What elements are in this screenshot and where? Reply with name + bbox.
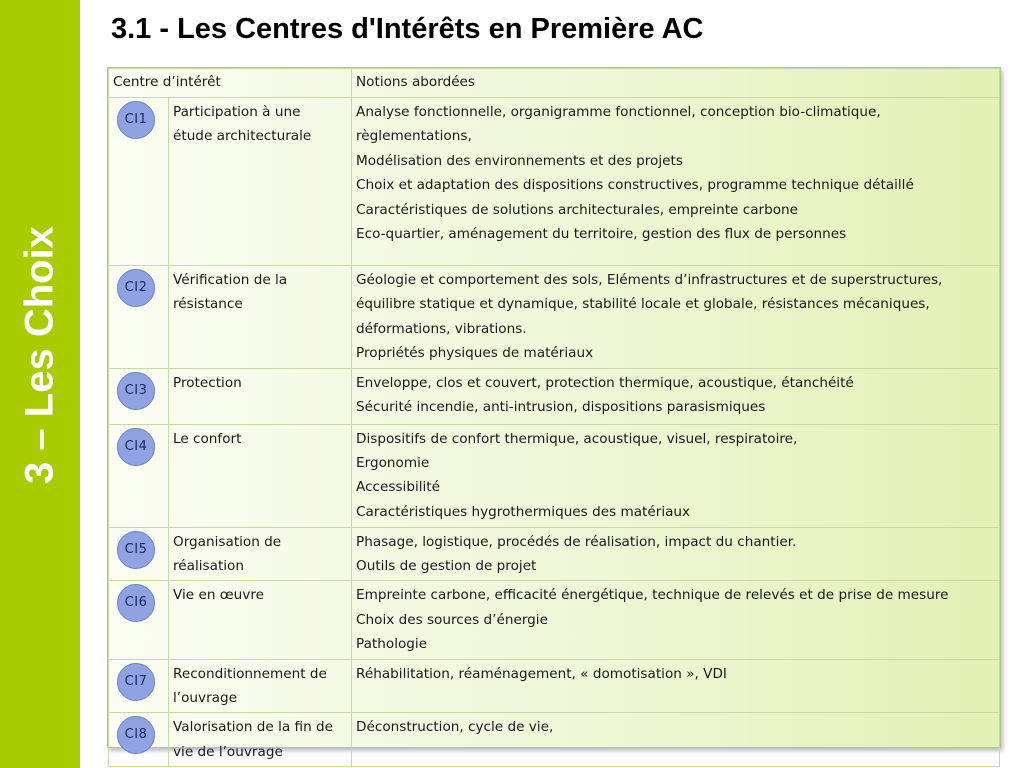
ci-name-line: Vie en œuvre bbox=[173, 587, 264, 604]
ci-name-cell bbox=[169, 713, 352, 767]
notion-line: Accessibilité bbox=[356, 479, 440, 496]
table bbox=[108, 68, 1000, 767]
table-row bbox=[109, 527, 1000, 581]
ci-name-cell bbox=[169, 368, 352, 424]
ci-badge: CI3 bbox=[117, 372, 155, 410]
notions-cell bbox=[352, 713, 1000, 767]
table-row bbox=[109, 659, 1000, 713]
centres-interet-table bbox=[107, 67, 1001, 760]
ci-name-line: résistance bbox=[173, 296, 243, 313]
page-title: 3.1 - Les Centres d'Intérêts en Première AC bbox=[111, 13, 704, 45]
ci-badge: CI7 bbox=[117, 663, 155, 701]
ci-code-cell bbox=[109, 424, 169, 527]
ci-name-cell bbox=[169, 581, 352, 659]
ci-name-line: Protection bbox=[173, 374, 242, 391]
notion-line: déformations, vibrations. bbox=[356, 320, 527, 337]
notion-line: Eco-quartier, aménagement du territoire, gestion des flux de personnes bbox=[356, 226, 847, 243]
ci-name-line: Reconditionnement de bbox=[173, 665, 327, 682]
notion-line: Phasage, logistique, procédés de réalisation, impact du chantier. bbox=[356, 533, 797, 550]
ci-badge: CI8 bbox=[117, 716, 155, 754]
notion-line: Pathologie bbox=[356, 636, 428, 653]
table-row bbox=[109, 424, 1000, 527]
notion-line: règlementations, bbox=[356, 128, 472, 145]
ci-name-line: étude architecturale bbox=[173, 128, 312, 145]
table-row bbox=[109, 98, 1000, 266]
notions-cell bbox=[352, 266, 1000, 369]
notion-line: Outils de gestion de projet bbox=[356, 558, 537, 575]
notions-cell bbox=[352, 659, 1000, 713]
ci-code-cell bbox=[109, 527, 169, 581]
notion-line: Choix et adaptation des dispositions constructives, programme technique détaillé bbox=[356, 177, 914, 194]
ci-badge: CI6 bbox=[117, 584, 155, 622]
ci-name-line: Valorisation de la fin de bbox=[173, 719, 334, 736]
ci-name-line: Organisation de bbox=[173, 533, 282, 550]
notions-cell bbox=[352, 424, 1000, 527]
notion-line: équilibre statique et dynamique, stabilité locale et globale, résistances mécaniques, bbox=[356, 296, 930, 313]
notion-line: Choix des sources d’énergie bbox=[356, 611, 548, 628]
ci-name-line: Le confort bbox=[173, 430, 242, 447]
ci-code-cell bbox=[109, 368, 169, 424]
side-bar bbox=[0, 0, 80, 768]
notions-cell bbox=[352, 581, 1000, 659]
ci-name-line: vie de l’ouvrage bbox=[173, 743, 283, 760]
notion-line: Analyse fonctionnelle, organigramme fonctionnel, conception bio-climatique, bbox=[356, 104, 881, 120]
ci-name-line: l’ouvrage bbox=[173, 690, 237, 707]
notion-line: Dispositifs de confort thermique, acoustique, visuel, respiratoire, bbox=[356, 430, 798, 447]
ci-badge: CI2 bbox=[117, 269, 155, 307]
notion-line: Sécurité incendie, anti-intrusion, dispositions parasismiques bbox=[356, 399, 766, 416]
notion-line: Déconstruction, cycle de vie, bbox=[356, 719, 554, 736]
table-row bbox=[109, 581, 1000, 659]
header-centre-interet: Centre d’intérêt bbox=[109, 69, 352, 98]
ci-name-line: Vérification de la bbox=[173, 272, 288, 288]
ci-name-cell bbox=[169, 659, 352, 713]
notions-cell bbox=[352, 368, 1000, 424]
section-title: 3 – Les Choix bbox=[17, 226, 62, 484]
notion-line: Ergonomie bbox=[356, 455, 430, 472]
header-notions-abordees: Notions abordées bbox=[352, 69, 1000, 98]
ci-code-cell bbox=[109, 581, 169, 659]
ci-code-cell bbox=[109, 266, 169, 369]
notions-cell bbox=[352, 527, 1000, 581]
ci-badge: CI1 bbox=[117, 101, 155, 139]
table-row bbox=[109, 713, 1000, 767]
notions-cell bbox=[352, 98, 1000, 266]
notion-line: Réhabilitation, réaménagement, « domotisation », VDI bbox=[356, 665, 727, 682]
table-header-row bbox=[109, 69, 1000, 98]
notion-line: Géologie et comportement des sols, Eléments d’infrastructures et de superstructures, bbox=[356, 272, 943, 288]
ci-code-cell bbox=[109, 659, 169, 713]
notion-line: Caractéristiques de solutions architecturales, empreinte carbone bbox=[356, 201, 799, 218]
ci-code-cell bbox=[109, 98, 169, 266]
ci-name-cell bbox=[169, 266, 352, 369]
notion-line: Propriétés physiques de matériaux bbox=[356, 345, 594, 362]
notion-line: Caractéristiques hygrothermiques des matériaux bbox=[356, 503, 691, 520]
table-row bbox=[109, 266, 1000, 369]
ci-code-cell bbox=[109, 713, 169, 767]
ci-name-cell bbox=[169, 527, 352, 581]
ci-name-cell bbox=[169, 98, 352, 266]
ci-name-cell bbox=[169, 424, 352, 527]
notion-line: Enveloppe, clos et couvert, protection thermique, acoustique, étanchéité bbox=[356, 374, 854, 391]
ci-name-line: réalisation bbox=[173, 558, 244, 575]
ci-badge: CI4 bbox=[117, 428, 155, 466]
table-body bbox=[109, 98, 1000, 767]
notion-line: Empreinte carbone, efficacité énergétique, technique de relevés et de prise de mesure bbox=[356, 587, 949, 604]
ci-name-line: Participation à une bbox=[173, 104, 301, 120]
notion-line: Modélisation des environnements et des projets bbox=[356, 152, 683, 169]
table-row bbox=[109, 368, 1000, 424]
ci-badge: CI5 bbox=[117, 531, 155, 569]
